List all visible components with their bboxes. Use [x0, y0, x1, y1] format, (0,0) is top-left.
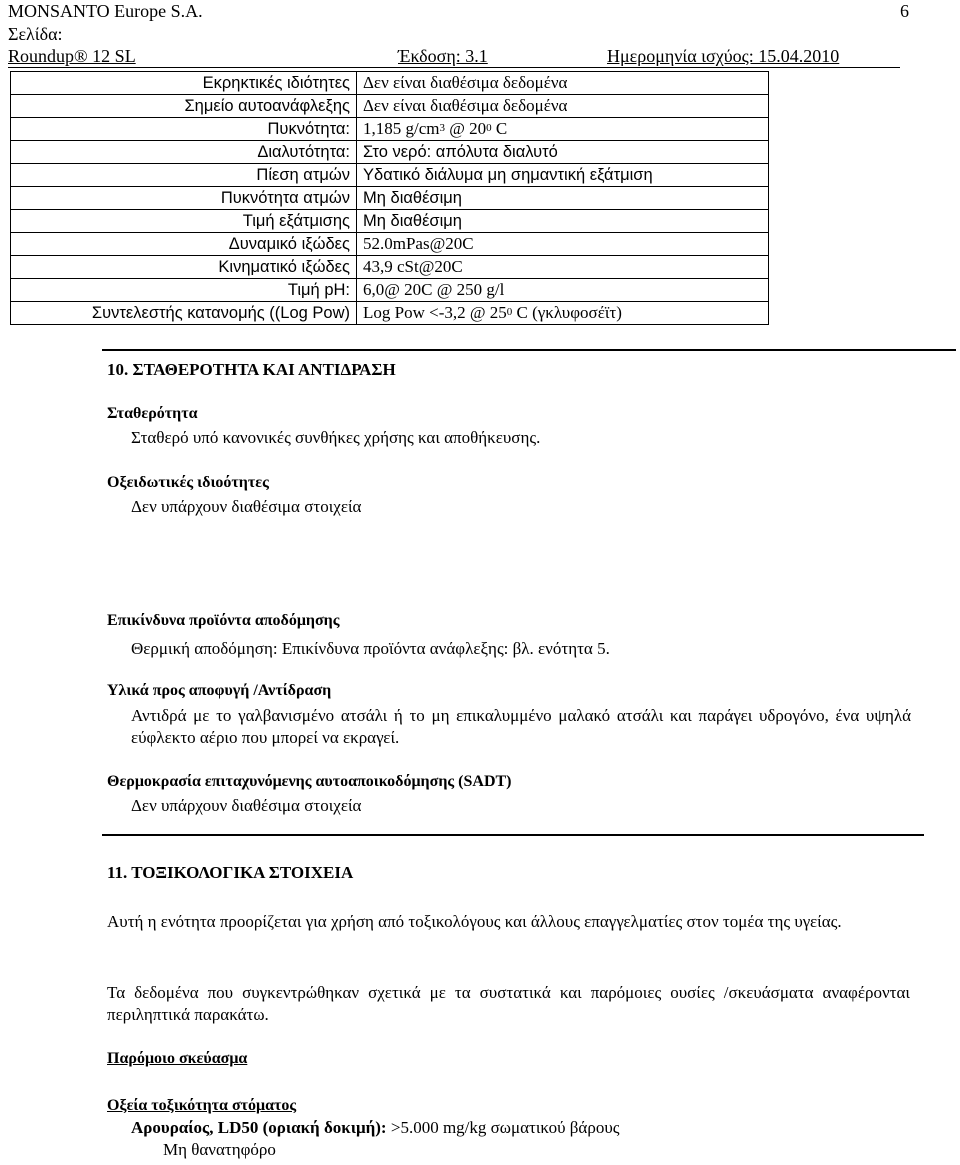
- table-row: [11, 118, 769, 141]
- table-row: [11, 256, 769, 279]
- table-row: [11, 302, 769, 325]
- company-name: MONSANTO Europe S.A.: [8, 1, 203, 21]
- property-label: Συντελεστής κατανομής ((Log Pow): [11, 302, 357, 325]
- property-value: Υδατικό διάλυμα μη σημαντική εξάτμιση: [357, 164, 769, 187]
- section-11-rule: [102, 834, 924, 836]
- property-value: Στο νερό: απόλυτα διαλυτό: [357, 141, 769, 164]
- table-row: [11, 233, 769, 256]
- effective-date: Ημερομηνία ισχύος: 15.04.2010: [607, 46, 840, 66]
- property-value: 6,0@ 20C @ 250 g/l: [357, 279, 769, 302]
- section-10-title: 10. ΣΤΑΘΕΡΟΤΗΤΑ ΚΑΙ ΑΝΤΙΔΡΑΣΗ: [107, 360, 396, 379]
- sadt-heading: Θερμοκρασία επιταχυνόμενης αυτοαποικοδόμησης (SADT): [107, 773, 512, 790]
- property-label: Κινηματικό ιξώδες: [11, 256, 357, 279]
- property-label: Σημείο αυτοανάφλεξης: [11, 95, 357, 118]
- property-value: 1,185 $g/cm^3$ @ $20^0$ C: [357, 118, 769, 141]
- property-value: Log Pow <-3,2 @ $25^0$ C (γκλυφοσέϊτ): [357, 302, 769, 325]
- page-number: 6: [900, 1, 909, 21]
- property-label: Τιμή pH:: [11, 279, 357, 302]
- oral-toxicity-result: Μη θανατηφόρο: [163, 1140, 276, 1159]
- property-value: Δεν είναι διαθέσιμα δεδομένα: [357, 95, 769, 118]
- table-row: [11, 72, 769, 95]
- property-label: Πυκνότητα:: [11, 118, 357, 141]
- toxicology-summary: Τα δεδομένα που συγκεντρώθηκαν σχετικά με τα συστατικά και παρόμοιες ουσίες /σκευάσματα αναφέρονται περιληπτικά παρακάτω.: [107, 983, 910, 1024]
- section-11-title: 11. ΤΟΞΙΚΟΛΟΓΙΚΑ ΣΤΟΙΧΕΙΑ: [107, 863, 354, 882]
- decomposition-heading: Επικίνδυνα προϊόντα αποδόμησης: [107, 612, 340, 629]
- property-value: 52.0mPas@20C: [357, 233, 769, 256]
- table-row: [11, 279, 769, 302]
- oral-toxicity-heading: Οξεία τοξικότητα στόματος: [107, 1097, 297, 1114]
- decomposition-text: Θερμική αποδόμηση: Επικίνδυνα προϊόντα ανάφλεξης: βλ. ενότητα 5.: [131, 639, 610, 658]
- similar-formulation-heading: Παρόμοιο σκεύασμα: [107, 1050, 248, 1067]
- version: Έκδοση: 3.1: [398, 46, 488, 66]
- property-label: Εκρηκτικές ιδιότητες: [11, 72, 357, 95]
- oral-toxicity-value: >5.000 mg/kg σωματικού βάρους: [386, 1118, 620, 1137]
- sadt-text: Δεν υπάρχουν διαθέσιμα στοιχεία: [131, 796, 362, 815]
- table-row: [11, 141, 769, 164]
- product-name: Roundup® 12 SL: [8, 46, 136, 66]
- oxidizing-text: Δεν υπάρχουν διαθέσιμα στοιχεία: [131, 497, 362, 516]
- properties-table: [10, 71, 769, 325]
- avoid-heading: Υλικά προς αποφυγή /Αντίδραση: [107, 682, 332, 699]
- toxicology-intro: Αυτή η ενότητα προορίζεται για χρήση από τοξικολόγους και άλλους επαγγελματίες στον τομέα της υγείας.: [107, 912, 842, 931]
- avoid-text: Αντιδρά με το γαλβανισμένο ατσάλι ή το μη επικαλυμμένο μαλακό ατσάλι και παράγει υδρογόνο, ένα υψηλά εύφλεκτο αέριο που μπορεί να εκραγεί.: [131, 706, 911, 747]
- stability-text: Σταθερό υπό κανονικές συνθήκες χρήσης και αποθήκευσης.: [131, 428, 541, 447]
- table-row: [11, 187, 769, 210]
- property-value: 43,9 cSt@20C: [357, 256, 769, 279]
- table-row: [11, 164, 769, 187]
- property-value: Μη διαθέσιμη: [357, 187, 769, 210]
- property-label: Διαλυτότητα:: [11, 141, 357, 164]
- oral-toxicity-line: [131, 1117, 619, 1139]
- oral-toxicity-label: Αρουραίος, LD50 (οριακή δοκιμή):: [131, 1118, 387, 1137]
- property-label: Πυκνότητα ατμών: [11, 187, 357, 210]
- property-label: Πίεση ατμών: [11, 164, 357, 187]
- header-rule: [8, 67, 900, 68]
- table-row: [11, 210, 769, 233]
- table-row: [11, 95, 769, 118]
- property-value: Δεν είναι διαθέσιμα δεδομένα: [357, 72, 769, 95]
- oxidizing-heading: Οξειδωτικές ιδιοότητες: [107, 474, 269, 491]
- section-10-rule: [102, 349, 956, 351]
- page-label: Σελίδα:: [8, 24, 63, 44]
- stability-heading: Σταθερότητα: [107, 405, 198, 422]
- property-label: Δυναμικό ιξώδες: [11, 233, 357, 256]
- property-label: Τιμή εξάτμισης: [11, 210, 357, 233]
- property-value: Μη διαθέσιμη: [357, 210, 769, 233]
